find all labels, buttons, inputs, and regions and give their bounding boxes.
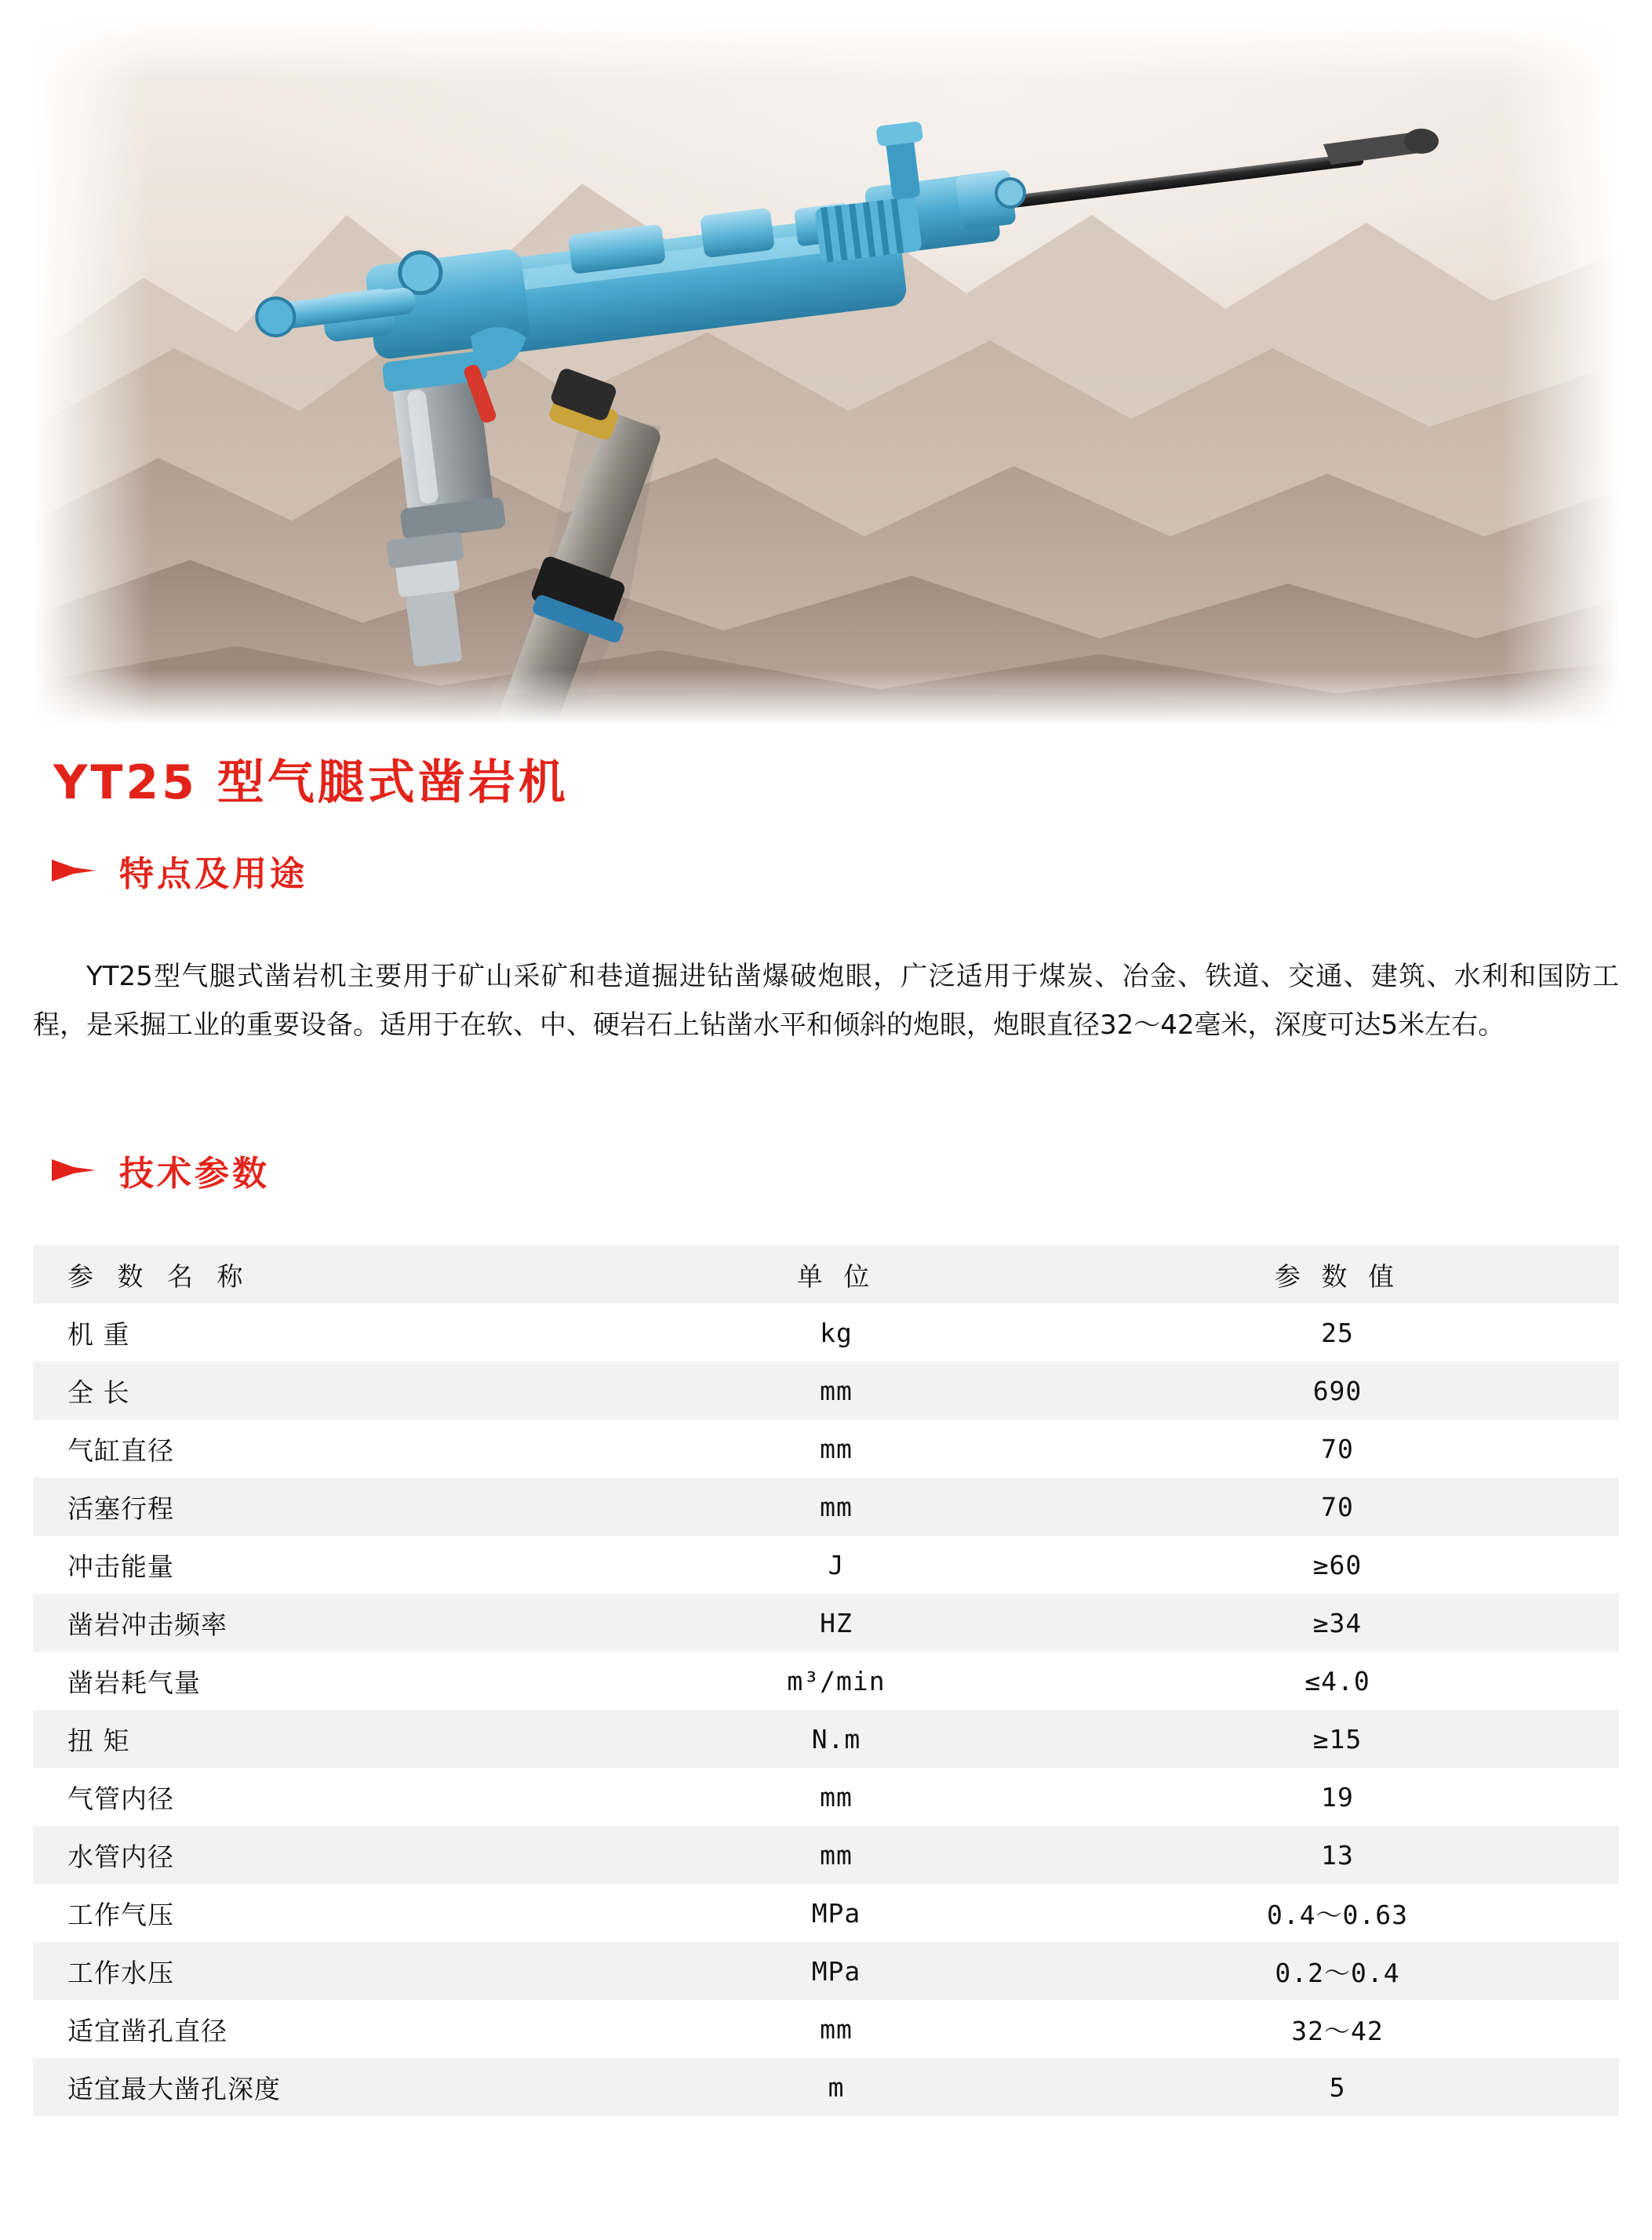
cell-parameter-value: ≥34 bbox=[1312, 1607, 1363, 1638]
cell-parameter-name: 气管内径 bbox=[67, 1783, 174, 1814]
cell-parameter-value: 19 bbox=[1321, 1781, 1354, 1813]
section-heading-parameters bbox=[50, 1145, 270, 1195]
section-heading-features bbox=[50, 845, 307, 896]
cell-parameter-unit: mm bbox=[820, 1433, 853, 1464]
table-row bbox=[33, 1652, 1619, 1710]
cell-parameter-unit: MPa bbox=[811, 1955, 861, 1987]
cell-parameter-value: 32～42 bbox=[1291, 2015, 1384, 2046]
cell-parameter-name: 工作水压 bbox=[67, 1957, 174, 1988]
table-row bbox=[33, 1478, 1619, 1536]
table-row bbox=[33, 2058, 1619, 2116]
table-header-unit: 单 位 bbox=[796, 1260, 876, 1292]
cell-parameter-unit: N.m bbox=[811, 1723, 861, 1755]
triangle-bullet-icon bbox=[50, 1155, 99, 1186]
cell-parameter-value: 70 bbox=[1321, 1433, 1354, 1464]
cell-parameter-unit: MPa bbox=[811, 1897, 861, 1929]
hero-fade-left bbox=[33, 19, 151, 725]
product-hero-image bbox=[33, 19, 1619, 725]
cell-parameter-unit: mm bbox=[820, 2013, 853, 2045]
cell-parameter-name: 凿岩冲击频率 bbox=[67, 1609, 227, 1640]
cell-parameter-name: 全 长 bbox=[67, 1376, 130, 1408]
cell-parameter-name: 水管内径 bbox=[67, 1841, 174, 1872]
cell-parameter-name: 活塞行程 bbox=[67, 1493, 174, 1524]
cell-parameter-value: ≥15 bbox=[1312, 1723, 1363, 1755]
cell-parameter-name: 扭 矩 bbox=[67, 1725, 130, 1756]
table-row bbox=[33, 1710, 1619, 1768]
rock-drill-illustration bbox=[33, 19, 1619, 725]
table-row bbox=[33, 1942, 1619, 2000]
table-row bbox=[33, 1594, 1619, 1652]
cell-parameter-value: 70 bbox=[1321, 1491, 1354, 1522]
cell-parameter-name: 适宜最大凿孔深度 bbox=[67, 2073, 281, 2104]
cell-parameter-unit: mm bbox=[820, 1781, 853, 1813]
cell-parameter-name: 适宜凿孔直径 bbox=[67, 2015, 227, 2046]
table-row bbox=[33, 1420, 1619, 1478]
cell-parameter-unit: mm bbox=[820, 1839, 853, 1871]
hero-fade-top bbox=[33, 19, 1619, 82]
cell-parameter-unit: J bbox=[828, 1549, 845, 1580]
cell-parameter-unit: m bbox=[828, 2071, 845, 2103]
cell-parameter-name: 工作气压 bbox=[67, 1899, 174, 1930]
section-heading-features-label: 特点及用途 bbox=[119, 854, 307, 894]
table-row bbox=[33, 1362, 1619, 1420]
cell-parameter-unit: mm bbox=[820, 1375, 853, 1406]
cell-parameter-value: 25 bbox=[1321, 1317, 1354, 1348]
features-paragraph: YT25型气腿式凿岩机主要用于矿山采矿和巷道掘进钻凿爆破炮眼，广泛适用于煤炭、冶金、铁道、交通、建筑、水利和国防工程，是采掘工业的重要设备。适用于在软、中、硬岩石上钻凿水平和倾斜的炮眼，炮眼直径32～42毫米，深度可达5米左右。 bbox=[33, 961, 1619, 1041]
table-row bbox=[33, 1536, 1619, 1594]
table-row bbox=[33, 1768, 1619, 1826]
section-heading-parameters-label: 技术参数 bbox=[119, 1154, 270, 1194]
table-row bbox=[33, 1826, 1619, 1884]
cell-parameter-value: 5 bbox=[1329, 2071, 1346, 2103]
cell-parameter-unit: kg bbox=[820, 1317, 853, 1348]
table-header-row bbox=[33, 1245, 1619, 1304]
cell-parameter-name: 气缸直径 bbox=[67, 1435, 174, 1466]
cell-parameter-unit: HZ bbox=[820, 1607, 853, 1638]
page-title: YT25 型气腿式凿岩机 bbox=[53, 755, 569, 810]
hero-fade-bottom bbox=[33, 670, 1619, 725]
cell-parameter-value: 0.4～0.63 bbox=[1266, 1899, 1409, 1930]
table-header-value: 参 数 值 bbox=[1275, 1260, 1400, 1292]
cell-parameter-value: 690 bbox=[1312, 1375, 1363, 1406]
table-header-name: 参 数 名 称 bbox=[67, 1260, 251, 1292]
cell-parameter-value: ≥60 bbox=[1312, 1549, 1363, 1580]
cell-parameter-value: 0.2～0.4 bbox=[1275, 1957, 1400, 1988]
cell-parameter-unit: mm bbox=[820, 1491, 853, 1522]
cell-parameter-name: 机 重 bbox=[67, 1318, 130, 1350]
table-row bbox=[33, 1304, 1619, 1362]
cell-parameter-value: ≤4.0 bbox=[1304, 1665, 1370, 1696]
hero-fade-right bbox=[1501, 19, 1619, 725]
cell-parameter-name: 冲击能量 bbox=[67, 1551, 174, 1582]
cell-parameter-name: 凿岩耗气量 bbox=[67, 1667, 201, 1698]
table-row bbox=[33, 2000, 1619, 2058]
cell-parameter-unit: m³/min bbox=[787, 1665, 886, 1696]
table-row bbox=[33, 1884, 1619, 1942]
cell-parameter-value: 13 bbox=[1321, 1839, 1354, 1871]
triangle-bullet-icon bbox=[50, 855, 99, 886]
specification-table bbox=[33, 1245, 1619, 2116]
